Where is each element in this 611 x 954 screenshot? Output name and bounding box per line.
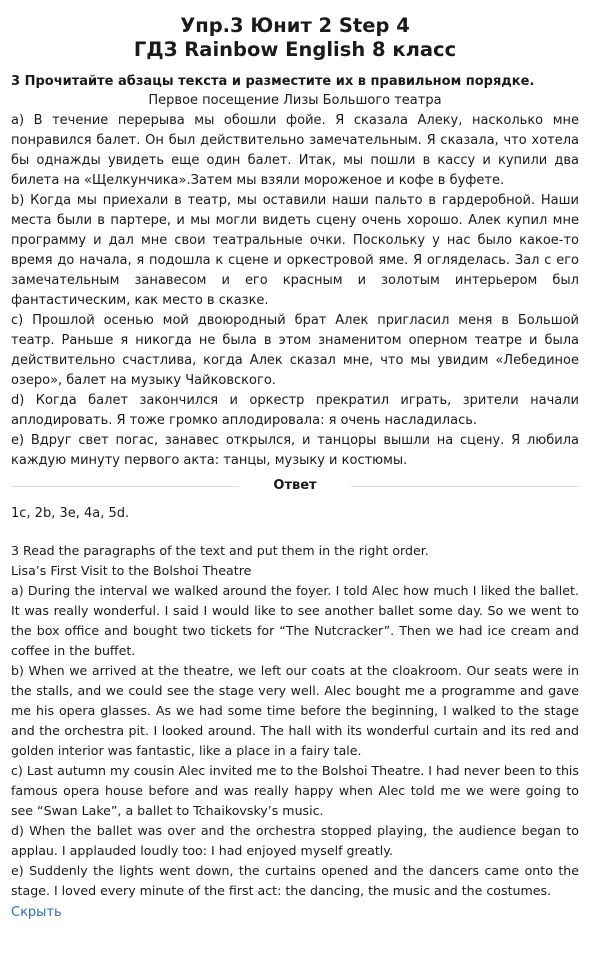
task-instruction: 3 Прочитайте абзацы текста и разместите их в правильном порядке. (11, 74, 535, 89)
answer-divider (11, 477, 579, 495)
answer-heading: Ответ (273, 478, 317, 493)
russian-paragraphs (11, 111, 579, 471)
page-content (11, 0, 579, 923)
hide-link[interactable]: Скрыть (11, 905, 62, 920)
paragraph-en-d: d) When the ballet was over and the orchestra stopped playing, the audience began to applau. I applauded loudly too: I had enjoyed myself greatly. (11, 823, 579, 858)
paragraph-ru-c: c) Прошлой осенью мой двоюродный брат Алек пригласил меня в Большой театр. Раньше я никогда не была в этом знаменитом оперном театре и была действительно счастлива, когда Алек сказал мне, что мы увидим «Лебединое озеро», балет на музыку Чайковского. (11, 313, 579, 388)
page-title: Упр.3 Юнит 2 Step 4 (180, 14, 410, 37)
paragraph-en-c: c) Last autumn my cousin Alec invited me to the Bolshoi Theatre. I had never been to this famous opera house before and was really happy when Alec told me we were going to see “Swan Lake”, a ballet to Tchaikovsky’s music. (11, 763, 579, 818)
paragraph-ru-b: b) Когда мы приехали в театр, мы оставили наши пальто в гардеробной. Наши места были в партере, и мы могли видеть сцену очень хорошо. Алек купил мне программу и дал мне свои театральные очки. Поскольку у нас было какое-то время до начала, я подошла к сцене и оркестровой яме. Я огляделась. Зал с его замечательным занавесом и его красным и золотым интерьером был фантастическим, как место в сказке. (11, 193, 579, 308)
divider-line-right (351, 486, 579, 487)
answer-text: 1c, 2b, 3e, 4a, 5d. (11, 506, 130, 521)
paragraph-ru-a: а) В течение перерыва мы обошли фойе. Я сказала Алеку, насколько мне понравился балет. Он был действительно замечательным. Я сказала, что хотела бы однажды увидеть еще один балет. Итак, мы пошли в кассу и купили два билета на «Щелкунчика».Затем мы взяли мороженое и кофе в буфете. (11, 113, 579, 188)
paragraph-en-a: a) During the interval we walked around the foyer. I told Alec how much I liked the ballet. It was really wonderful. I said I would like to see another ballet some day. So we went to the box office and bought two tickets for “The Nutcracker”. Then we had ice cream and coffee in the buffet. (11, 583, 579, 658)
story-title-ru: Первое посещение Лизы Большого театра (148, 93, 442, 108)
story-title-en: Lisa’s First Visit to the Bolshoi Theatre (11, 563, 252, 578)
paragraph-ru-d: d) Когда балет закончился и оркестр прекратил играть, зрители начали аплодировать. Я тоже громко аплодировала: я очень насладилась. (11, 393, 579, 428)
paragraph-ru-e: e) Вдруг свет погас, занавес открылся, и танцоры вышли на сцену. Я любила каждую минуту первого акта: танцы, музыку и костюмы. (11, 433, 579, 468)
paragraph-en-b: b) When we arrived at the theatre, we left our coats at the cloakroom. Our seats were in the stalls, and we could see the stage very well. Alec bought me a programme and gave me his opera glasses. As we had some time before the beginning, I walked to the stage and the orchestra pit. I looked around. The hall with its wonderful curtain and its red and golden interior was fantastic, like a place in a fairy tale. (11, 663, 579, 758)
english-section (11, 541, 579, 923)
paragraph-en-e: e) Suddenly the lights went down, the curtains opened and the dancers came onto the stage. I loved every minute of the first act: the dancing, the music and the costumes. (11, 863, 579, 898)
english-instruction: 3 Read the paragraphs of the text and put them in the right order. (11, 543, 429, 558)
page-subtitle: ГДЗ Rainbow English 8 класс (133, 38, 457, 61)
divider-line-left (11, 486, 239, 487)
